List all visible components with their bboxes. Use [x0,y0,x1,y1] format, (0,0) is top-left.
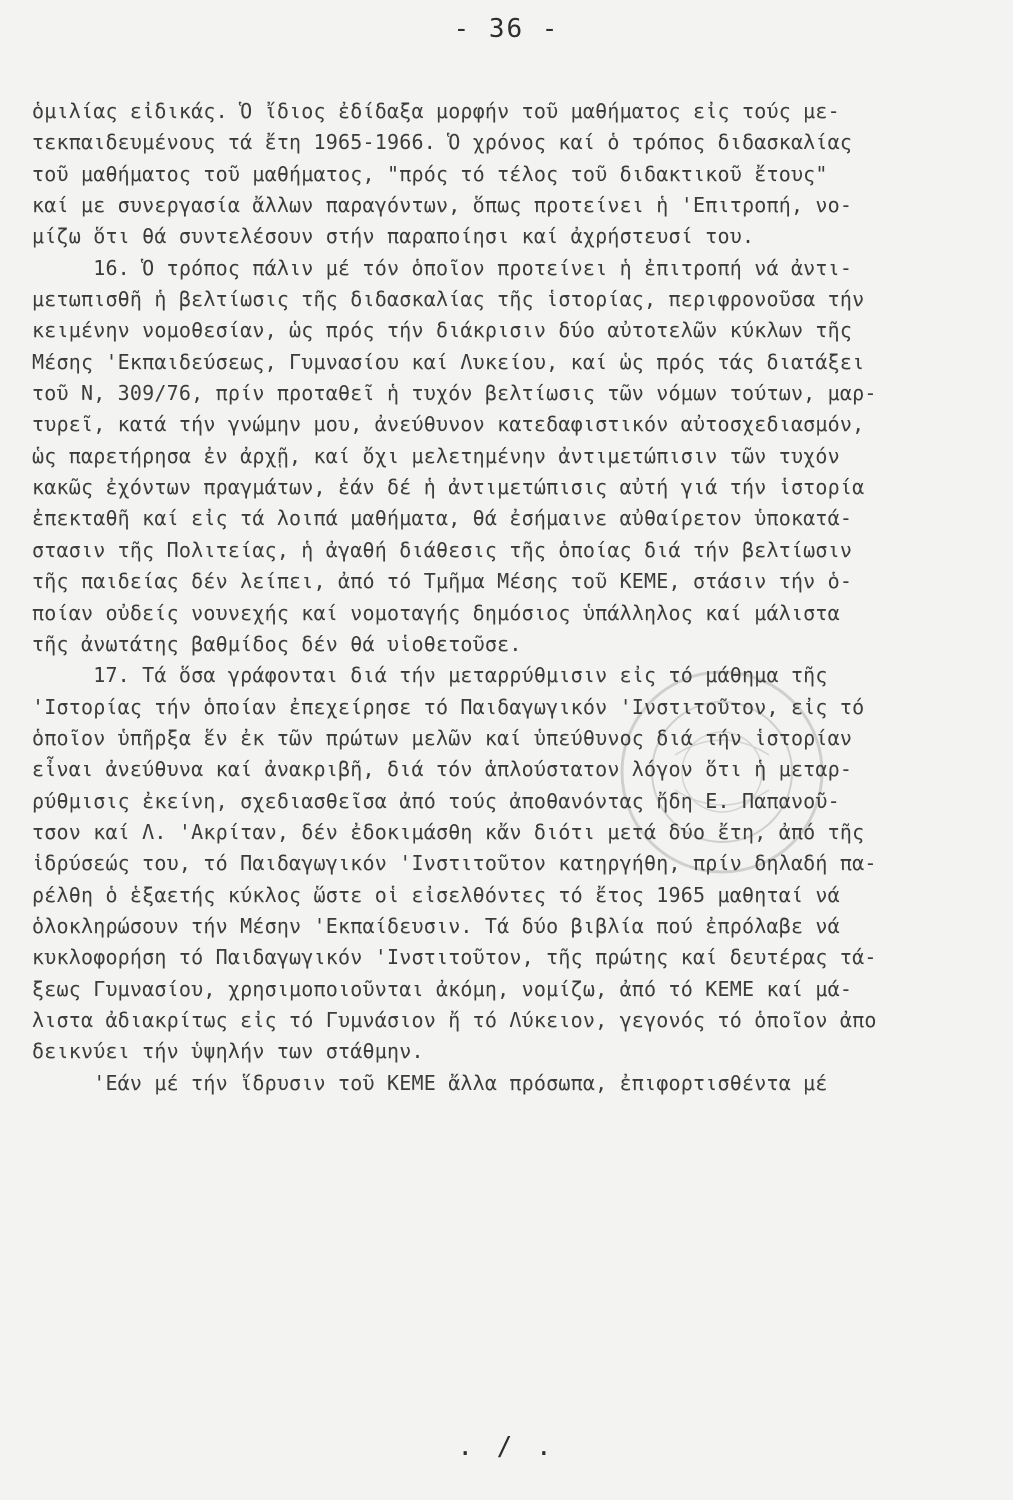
text-line: ὁμιλίας εἰδικάς. Ὁ ἴδιος ἐδίδαξα μορφήν τοῦ μαθήματος εἰς τούς με- [32,99,840,123]
text-line: τεκπαιδευμένους τά ἔτη 1965-1966. Ὁ χρόνος καί ὁ τρόπος διδασκαλίας [32,130,853,155]
text-line: τῆς ἀνωτάτης βαθμίδος δέν θά υἱοθετοῦσε. [32,631,522,656]
text-line: 'Εάν μέ τήν ἵδρυσιν τοῦ ΚΕΜΕ ἄλλα πρόσωπα, ἐπιφορτισθέντα μέ [32,1070,828,1095]
page-number: - 36 - [453,14,560,44]
text-line: ὡς παρετήρησα ἐν ἀρχῇ, καί ὄχι μελετημένην ἀντιμετώπισιν τῶν τυχόν [32,443,840,468]
text-line: ποίαν οὐδείς νουνεχής καί νομοταγής δημόσιος ὑπάλληλος καί μάλιστα [32,600,840,625]
text-line: 17. Τά ὅσα γράφονται διά τήν μεταρρύθμισιν εἰς τό μάθημα τῆς [32,663,828,688]
text-line: τσον καί Λ. 'Ακρίταν, δέν ἐδοκιμάσθη κἄν διότι μετά δύο ἔτη, ἀπό τῆς [32,819,865,844]
text-line: ἐπεκταθῆ καί εἰς τά λοιπά μαθήματα, θά ἐσήμαινε αὐθαίρετον ὑποκατά- [32,506,853,531]
body-text [32,96,972,1099]
text-line: 'Ιστορίας τήν ὁποίαν ἐπεχείρησε τό Παιδαγωγικόν 'Ινστιτοῦτον, εἰς τό [32,694,865,719]
text-line: δεικνύει τήν ὑψηλήν των στάθμην. [32,1039,424,1064]
text-line: κειμένην νομοθεσίαν, ὡς πρός τήν διάκρισιν δύο αὐτοτελῶν κύκλων τῆς [32,318,853,343]
text-line: Μέσης 'Εκπαιδεύσεως, Γυμνασίου καί Λυκείου, καί ὡς πρός τάς διατάξει [32,349,865,374]
text-line: καί με συνεργασία ἄλλων παραγόντων, ὅπως προτείνει ἡ 'Επιτροπή, νο- [32,193,853,218]
text-line: τῆς παιδείας δέν λείπει, ἀπό τό Τμῆμα Μέσης τοῦ ΚΕΜΕ, στάσιν τήν ὁ- [32,569,853,594]
text-line: ὁλοκληρώσουν τήν Μέσην 'Εκπαίδευσιν. Τά δύο βιβλία πού ἐπρόλαβε νά [32,913,840,938]
text-line: τυρεῖ, κατά τήν γνώμην μου, ἀνεύθυνον κατεδαφιστικόν αὐτοσχεδιασμόν, [32,412,865,437]
text-line: ὁποῖον ὑπῆρξα ἕν ἐκ τῶν πρώτων μελῶν καί ὑπεύθυνος διά τήν ἱστορίαν [32,725,853,750]
text-line: κυκλοφορήση τό Παιδαγωγικόν 'Ινστιτοῦτον, τῆς πρώτης καί δευτέρας τά- [32,945,877,970]
text-line: μετωπισθῆ ἡ βελτίωσις τῆς διδασκαλίας τῆς ἱστορίας, περιφρονοῦσα τήν [32,287,865,312]
text-line: ἱδρύσεώς του, τό Παιδαγωγικόν 'Ινστιτοῦτον κατηργήθη, πρίν δηλαδή πα- [32,851,877,876]
text-line: ρύθμισις ἐκείνη, σχεδιασθεῖσα ἀπό τούς ἀποθανόντας ἤδη Ε. Παπανοῦ- [32,788,840,813]
text-line: λιστα ἀδιακρίτως εἰς τό Γυμνάσιον ἤ τό Λύκειον, γεγονός τό ὁποῖον ἀπο [32,1007,877,1032]
text-line: κακῶς ἐχόντων πραγμάτων, ἐάν δέ ἡ ἀντιμετώπισις αὐτή γιά τήν ἱστορία [32,475,865,500]
text-line: μίζω ὅτι θά συντελέσουν στήν παραποίησι καί ἀχρήστευσί του. [32,224,755,249]
text-line: τοῦ μαθήματος τοῦ μαθήματος, "πρός τό τέλος τοῦ διδακτικοῦ ἔτους" [32,161,828,186]
text-line: ρέλθη ὁ ἑξαετής κύκλος ὥστε οἱ εἰσελθόντες τό ἔτος 1965 μαθηταί νά [32,882,840,907]
text-line: 16. Ὁ τρόπος πάλιν μέ τόν ὁποῖον προτείνει ἡ ἐπιτροπή νά ἀντι- [32,255,853,280]
text-line: εἶναι ἀνεύθυνα καί ἀνακριβῆ, διά τόν ἁπλούστατον λόγον ὅτι ἡ μεταρ- [32,757,853,782]
text-line: στασιν τῆς Πολιτείας, ἡ ἀγαθή διάθεσις τῆς ὁποίας διά τήν βελτίωσιν [32,537,853,562]
text-line: ξεως Γυμνασίου, χρησιμοποιοῦνται ἀκόμη, νομίζω, ἀπό τό ΚΕΜΕ καί μά- [32,976,853,1001]
continuation-mark: . / . [457,1432,556,1462]
text-line: τοῦ Ν, 309/76, πρίν προταθεῖ ἡ τυχόν βελτίωσις τῶν νόμων τούτων, μαρ- [32,381,877,406]
